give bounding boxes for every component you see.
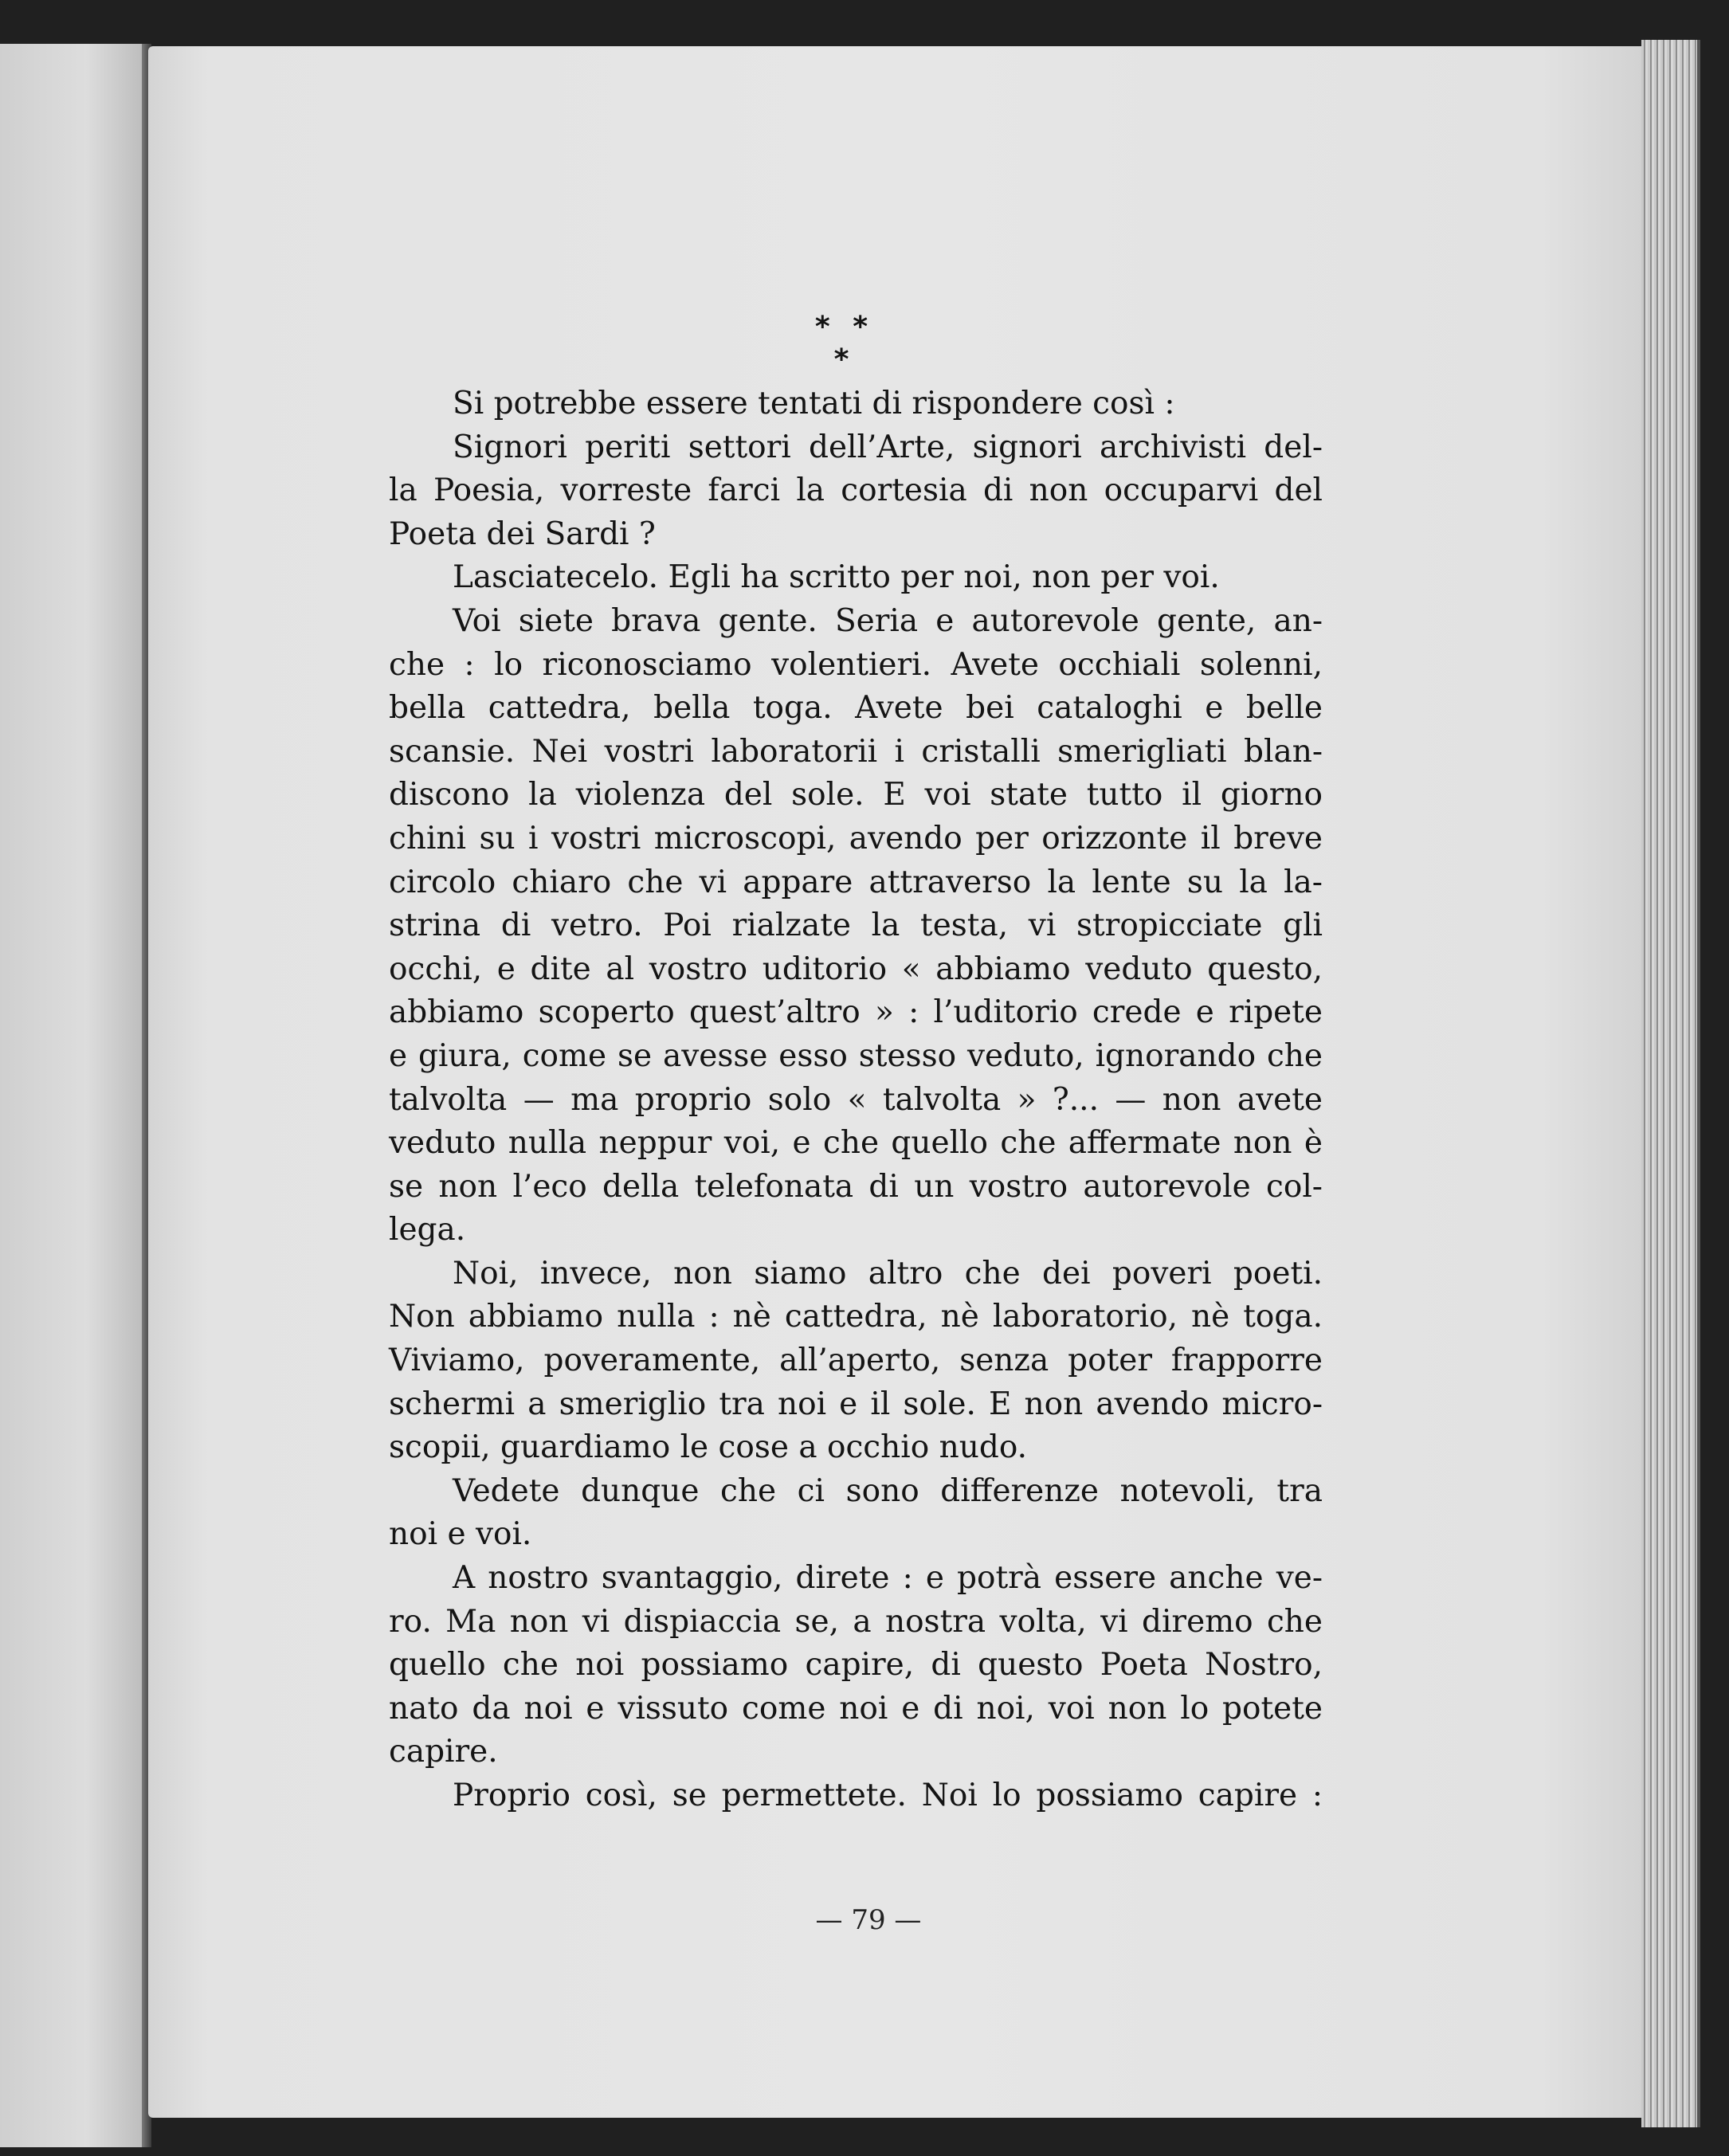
- text-line: talvolta — ma proprio solo « talvolta » ?... — non avete: [389, 1081, 1323, 1118]
- paragraph: [389, 1557, 1323, 1774]
- text-line: scopii, guardiamo le cose a occhio nudo.: [389, 1429, 1028, 1466]
- text-line: circolo chiaro che vi appare attraverso la lente su la la-: [389, 864, 1323, 900]
- paragraph: [389, 1252, 1323, 1470]
- text-line: Proprio così, se permettete. Noi lo possiamo capire :: [453, 1778, 1323, 1813]
- text-line: Lasciatecelo. Egli ha scritto per noi, non per voi.: [453, 559, 1220, 596]
- text-line: se non l’eco della telefonata di un vostro autorevole col-: [389, 1168, 1323, 1205]
- text-line: chini su i vostri microscopi, avendo per orizzonte il breve: [389, 820, 1323, 857]
- page-edges: [1641, 40, 1700, 2127]
- paragraph: [389, 382, 1323, 426]
- text-line: la Poesia, vorreste farci la cortesia di non occuparvi del: [389, 472, 1323, 509]
- text-line: bella cattedra, bella toga. Avete bei cataloghi e belle: [389, 690, 1323, 727]
- text-line: abbiamo scoperto quest’altro » : l’uditorio crede e ripete: [389, 994, 1323, 1031]
- text-line: veduto nulla neppur voi, e che quello che affermate non è: [389, 1125, 1323, 1162]
- text-line: occhi, e dite al vostro uditorio « abbiamo veduto questo,: [389, 951, 1323, 987]
- left-facing-page: [0, 44, 146, 2147]
- paragraph: [389, 600, 1323, 1252]
- text-line: Viviamo, poveramente, all’aperto, senza poter frapporre: [389, 1343, 1323, 1379]
- text-line: ro. Ma non vi dispiaccia se, a nostra volta, vi diremo che: [389, 1603, 1323, 1640]
- text-line: A nostro svantaggio, direte : e potrà essere anche ve-: [453, 1560, 1323, 1597]
- paragraph: [389, 1470, 1323, 1557]
- text-line: strina di vetro. Poi rialzate la testa, vi stropicciate gli: [389, 907, 1323, 944]
- text-line: Non abbiamo nulla : nè cattedra, nè laboratorio, nè toga.: [389, 1299, 1323, 1335]
- text-line: quello che noi possiamo capire, di questo Poeta Nostro,: [389, 1647, 1323, 1684]
- section-separator: * * *: [814, 311, 875, 376]
- text-line: discono la violenza del sole. E voi state tutto il giorno: [389, 777, 1323, 813]
- text-line: capire.: [389, 1734, 498, 1770]
- text-line: nato da noi e vissuto come noi e di noi, voi non lo potete: [389, 1690, 1323, 1727]
- text-line: lega.: [389, 1212, 466, 1249]
- paragraph: [389, 426, 1323, 557]
- text-line: Voi siete brava gente. Seria e autorevole gente, an-: [453, 602, 1323, 639]
- text-line: Poeta dei Sardi ?: [389, 515, 656, 552]
- paragraph: [389, 556, 1323, 600]
- text-line: che : lo riconosciamo volentieri. Avete occhiali solenni,: [389, 646, 1323, 683]
- text-line: schermi a smeriglio tra noi e il sole. E non avendo micro-: [389, 1386, 1323, 1422]
- text-line: Si potrebbe essere tentati di rispondere così :: [453, 386, 1175, 421]
- text-line: Noi, invece, non siamo altro che dei poveri poeti.: [453, 1255, 1323, 1292]
- text-line: e giura, come se avesse esso stesso veduto, ignorando che: [389, 1037, 1323, 1074]
- paragraph: [389, 1774, 1323, 1818]
- text-line: noi e voi.: [389, 1516, 532, 1553]
- text-line: Signori periti settori dell’Arte, signori archivisti del-: [453, 429, 1323, 465]
- text-line: Vedete dunque che ci sono differenze notevoli, tra: [453, 1472, 1323, 1509]
- page-number: — 79 —: [815, 1904, 922, 1936]
- page-body-text: [389, 382, 1323, 1818]
- text-line: scansie. Nei vostri laboratorii i cristalli smerigliati blan-: [389, 733, 1323, 770]
